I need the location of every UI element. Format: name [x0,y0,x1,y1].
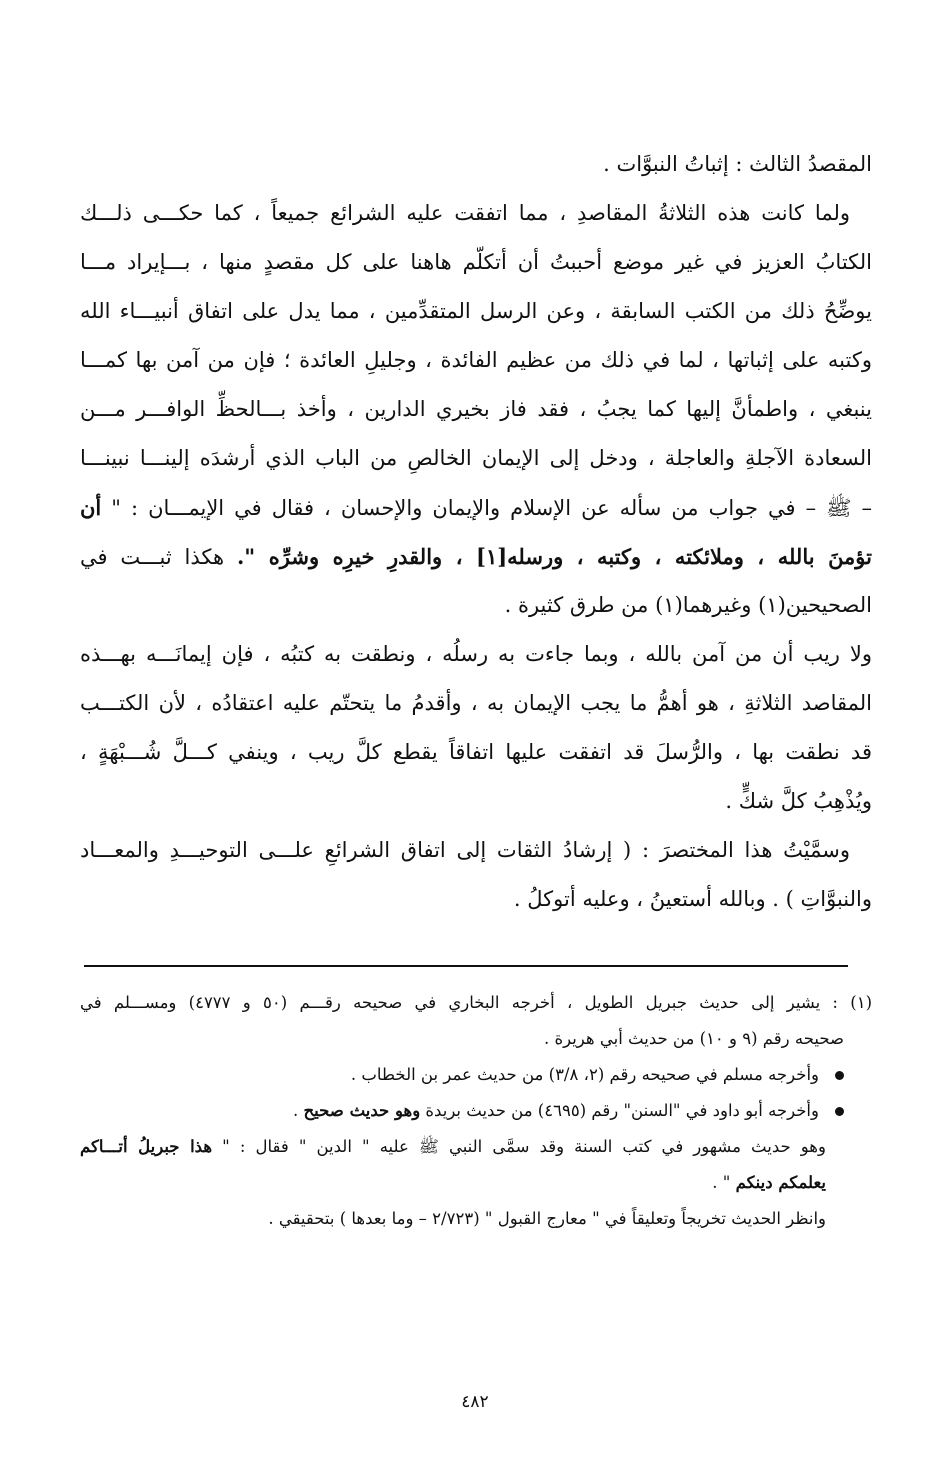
hadith-quote-bold: تؤمنَ بالله ، وملائكته ، وكتبه ، ورسله[١] ، والقدرِ خيرِه وشرِّه ". [236,544,872,569]
text-line-part: – ﷺ – في جواب من سأله عن الإسلام والإيمان والإحسان ، فقال في الإيمـــان : " [101,496,872,520]
text-line: وكتبه على إثباتها ، لما في ذلك من عظيم الفائدة ، وجليلِ العائدة ؛ فإن من آمن بها كمـــا [80,348,872,372]
footnote-1: (١) : يشير إلى حديث جبريل الطويل ، أخرجه البخاري في صحيحه رقـــم (٥٠ و ٤٧٧٧) ومســـلم في [80,993,872,1012]
paragraph-text-bold: يعلمكم دينكم [735,1173,826,1192]
bullet-text-end: . [293,1101,304,1120]
text-line: الكتابُ العزيز في غير موضع أحببتُ أن أتكلّم هاهنا على كل مقصدٍ منها ، بـــإيراد مـــا [80,250,872,274]
text-line: السعادة الآجلةِ والعاجلة ، ودخل إلى الإيمان الخالصِ من الباب الذي أرشدَه إلينـــا نبينـــا [80,446,872,470]
paragraph-text: وهو حديث مشهور في كتب السنة وقد سمَّى النبي ﷺ عليه " الدين " فقال : " [212,1137,826,1156]
section-heading: المقصدُ الثالث : إثباتُ النبوَّات . [603,152,872,176]
footnote-reference: وانظر الحديث تخريجاً وتعليقاً في " معارج القبول " (٢/٧٢٣ – وما بعدها ) بتحقيقي . [268,1209,826,1228]
paragraph-text-end: " . [712,1173,736,1192]
text-line: قد نطقت بها ، والرُّسلَ قد اتفقت عليها اتفاقاً يقطع كلَّ ريب ، وينفي كـــلَّ شُـــبْهَةٍ ، [80,740,872,764]
footnote-1-cont: صحيحه رقم (٩ و ١٠) من حديث أبي هريرة . [543,1029,844,1048]
text-line: والنبوَّاتِ ) . وبالله أستعينُ ، وعليه أتوكلُ . [513,887,872,911]
main-text [80,140,872,924]
text-line: يوضِّحُ ذلك من الكتب السابقة ، وعن الرسل المتقدِّمين ، مما يدل على اتفاق أنبيـــاء الله [80,299,872,323]
bullet-text-bold: وهو حديث صحيح [303,1101,421,1120]
bullet-text: وأخرجه مسلم في صحيحه رقم (٢، ٣/٨) من حديث عمر بن الخطاب . [350,1065,819,1084]
bullet-icon [835,1071,844,1080]
footnotes [80,985,872,1237]
footnote-paragraph [80,1129,872,1165]
bullet-text: وأخرجه أبو داود في "السنن" رقم (٤٦٩٥) من حديث بريدة [420,1101,819,1120]
page-number: ٤٨٢ [461,1392,489,1412]
text-line: الصحيحين(١) وغيرهما(١) من طرق كثيرة . [504,593,872,617]
text-line: المقاصد الثلاثةِ ، هو أهمُّ ما يجب الإيمان به ، وأقدمُ ما يتحتّم عليه اعتقادُه ، لأن الكتـــب [80,691,872,715]
text-line: ينبغي ، واطمأنَّ إليها كما يجبُ ، فقد فاز بخيري الدارين ، وأخذ بـــالحظِّ الوافـــر مـــن [80,397,872,421]
footnote-separator [84,965,848,967]
paragraph-text-bold: هذا جبريلُ أتـــاكم [80,1137,213,1156]
text-line-hadith [80,532,872,581]
text-line: ويُذْهِبُ كلَّ شكٍّ . [725,789,872,813]
text-line: وسمَّيْتُ هذا المختصرَ : ( إرشادُ الثقات إلى اتفاق الشرائعِ علـــى التوحيـــدِ والمعـــاد [80,838,850,862]
text-line [80,483,872,532]
text-line: ولما كانت هذه الثلاثةُ المقاصدِ ، مما اتفقت عليه الشرائع جميعاً ، كما حكـــى ذلـــك [80,201,850,225]
hadith-quote-bold: أن [80,495,102,520]
footnote-bullet-item [80,1093,872,1129]
hadith-line-rest: هكذا ثبـــت في [80,545,237,569]
text-line: ولا ريب أن من آمن بالله ، وبما جاءت به رسلُه ، ونطقت به كتبُه ، فإن إيمانَـــه بهـــذه [80,642,872,666]
bullet-icon [835,1107,844,1116]
footnote-paragraph-cont [80,1165,872,1201]
footnote-bullet-item [80,1057,872,1093]
